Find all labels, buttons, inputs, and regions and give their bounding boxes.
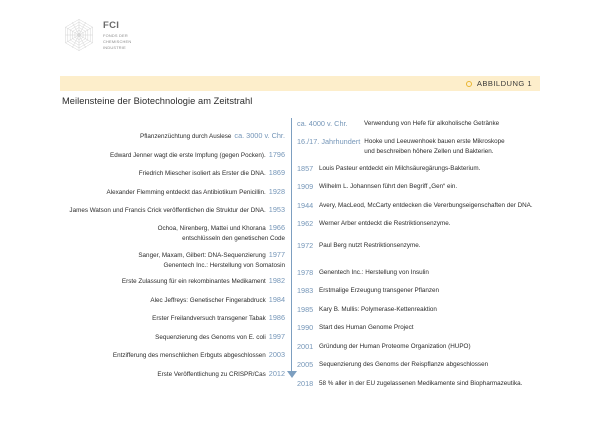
- timeline-entry-text: [319, 240, 421, 251]
- fci-subtitle-line-1: FONDS DER: [103, 32, 128, 38]
- timeline-entry-text: [319, 304, 437, 315]
- timeline-entry-date: 1953: [268, 205, 285, 214]
- timeline-entry-description: Wilhelm L. Johannsen führt den Begriff „Gen“ ein.: [319, 182, 458, 190]
- timeline-entry-right: [297, 118, 499, 129]
- timeline-entry-date: 1928: [268, 187, 285, 196]
- timeline-entry-left: [140, 130, 285, 142]
- timeline-entry-date: 1985: [297, 305, 314, 314]
- timeline-entry-left: [113, 349, 285, 361]
- timeline-entry-text: [319, 163, 480, 174]
- timeline-entry-left: [150, 294, 285, 306]
- timeline-entry-description: 58 % aller in der EU zugelassenen Medikamente sind Biopharmazeutika.: [319, 379, 523, 387]
- fci-subtitle-line-3: INDUSTRIE: [103, 44, 126, 50]
- timeline-entry-date: 1983: [297, 286, 314, 295]
- timeline-entry-description: Gründung der Human Proteome Organization (HUPO): [319, 342, 471, 350]
- timeline-entry-description: Sanger, Maxam, Gilbert: DNA-Sequenzierung: [138, 252, 266, 259]
- timeline-entry-right: [297, 304, 437, 315]
- timeline-entry-date: 1966: [268, 223, 285, 232]
- timeline-entry-right: [297, 359, 488, 370]
- timeline-entry-date: ca. 4000 v. Chr.: [297, 119, 348, 128]
- timeline-entry-left: [69, 204, 285, 216]
- timeline-entry-description: Genentech Inc.: Herstellung von Somatosin: [163, 261, 285, 269]
- timeline-entry-date: 1997: [268, 332, 285, 341]
- timeline-entry-left: [107, 186, 285, 198]
- circle-outline-icon: [466, 81, 472, 87]
- timeline-entry-date: 1984: [268, 295, 285, 304]
- timeline-entry-description: Alec Jeffreys: Genetischer Fingerabdruck: [150, 297, 266, 304]
- timeline-entry-left: [139, 167, 285, 179]
- timeline-entry-text: [319, 322, 414, 333]
- page-title: Meilensteine der Biotechnologie am Zeitstrahl: [62, 96, 253, 106]
- timeline-entry-description: Verwendung von Hefe für alkoholische Getränke: [364, 119, 500, 127]
- timeline-entry-date: 1990: [297, 323, 314, 332]
- timeline-entry-description: und beschreiben höhere Zellen und Bakterien.: [364, 147, 494, 155]
- timeline-entry-right: [297, 285, 439, 296]
- timeline-entry-date: 16./17. Jahrhundert: [297, 137, 361, 146]
- fci-subtitle-line-2: CHEMISCHEN: [103, 38, 132, 44]
- fci-logo-text: [103, 19, 131, 50]
- timeline-entry-text: [364, 136, 504, 156]
- timeline-entry-description: Genentech Inc.: Herstellung von Insulin: [319, 268, 429, 276]
- timeline-entry-text: [319, 181, 457, 192]
- timeline-entry-right: [297, 163, 480, 174]
- fci-acronym: FCI: [103, 20, 120, 32]
- timeline-entry-date: 2012: [268, 369, 285, 378]
- timeline-entry-date: 2001: [297, 342, 314, 351]
- timeline-entry-date: 1857: [297, 164, 314, 173]
- timeline-entry-description: Sequenzierung des Genoms der Reispflanze abgeschlossen: [319, 360, 489, 368]
- timeline-entry-left: [138, 249, 285, 271]
- timeline-entry-description: Pflanzenzüchtung durch Auslese: [140, 133, 232, 140]
- timeline-entry-text: [319, 200, 533, 211]
- timeline-entry-right: [297, 136, 505, 156]
- timeline-entry-right: [297, 218, 450, 229]
- hexagon-molecule-icon: [62, 18, 96, 52]
- timeline-entry-description: Ochoa, Nirenberg, Mattei und Khorana: [157, 225, 266, 232]
- timeline-container: [0, 112, 600, 388]
- timeline-entry-description: James Watson und Francis Crick veröffentlichen die Struktur der DNA.: [69, 207, 266, 214]
- timeline-entry-description: Erste Veröffentlichung zu CRISPR/Cas: [157, 371, 266, 378]
- timeline-entry-description: Erster Freilandversuch transgener Tabak: [152, 315, 266, 322]
- timeline-entry-description: Erste Zulassung für ein rekombinantes Medikament: [121, 278, 266, 285]
- timeline-entry-right: [297, 181, 457, 192]
- timeline-entry-left: [152, 312, 285, 324]
- timeline-entry-description: Sequenzierung des Genoms von E. coli: [155, 334, 266, 341]
- timeline-entry-date: 2003: [268, 350, 285, 359]
- timeline-entry-date: 1972: [297, 241, 314, 250]
- timeline-entry-description: Paul Berg nutzt Restriktionsenzyme.: [319, 241, 421, 249]
- timeline-axis: [291, 118, 292, 373]
- fci-logo: [62, 18, 131, 52]
- timeline-entry-right: [297, 267, 429, 278]
- timeline-entry-description: Alexander Flemming entdeckt das Antibiotikum Penicillin.: [106, 189, 266, 196]
- figure-label: ABBILDUNG 1: [476, 79, 532, 88]
- timeline-entry-date: 1909: [297, 182, 314, 191]
- timeline-entry-description: Start des Human Genome Project: [319, 323, 414, 331]
- timeline-entry-date: 1986: [268, 313, 285, 322]
- timeline-entry-description: Edward Jenner wagt die erste Impfung (gegen Pocken).: [110, 152, 266, 159]
- timeline-entry-date: 1944: [297, 201, 314, 210]
- timeline-entry-description: Avery, MacLeod, McCarty entdecken die Vererbungseigenschaften der DNA.: [319, 201, 533, 209]
- timeline-entry-description: Werner Arber entdeckt die Restriktionsenzyme.: [319, 219, 451, 227]
- timeline-entry-right: [297, 322, 414, 333]
- timeline-entry-date: ca. 3000 v. Chr.: [234, 131, 285, 140]
- timeline-entry-date: 1982: [268, 276, 285, 285]
- timeline-entry-right: [297, 200, 533, 211]
- figure-header-band: [60, 76, 540, 91]
- timeline-entry-left: [157, 368, 285, 380]
- timeline-entry-left: [122, 275, 285, 287]
- timeline-entry-date: 1978: [297, 268, 314, 277]
- timeline-entry-description: Kary B. Mullis: Polymerase-Kettenreaktion: [319, 305, 437, 313]
- timeline-entry-text: [319, 218, 450, 229]
- timeline-entry-date: 1977: [268, 250, 285, 259]
- timeline-entry-right: [297, 341, 471, 352]
- timeline-entry-date: 1962: [297, 219, 314, 228]
- timeline-entry-date: 2018: [297, 379, 314, 388]
- timeline-entry-description: Louis Pasteur entdeckt ein Milchsäuregärungs-Bakterium.: [319, 164, 481, 172]
- timeline-entry-description: Friedrich Miescher isoliert als Erster die DNA.: [138, 170, 266, 177]
- timeline-entry-text: [364, 118, 499, 129]
- timeline-entry-left: [110, 149, 285, 161]
- timeline-entry-date: 2005: [297, 360, 314, 369]
- timeline-entry-text: [319, 378, 522, 389]
- timeline-entry-description: Hooke und Leeuwenhoek bauen erste Mikroskope: [364, 137, 505, 145]
- timeline-entry-text: [319, 341, 471, 352]
- timeline-entry-right: [297, 378, 522, 389]
- timeline-entry-text: [319, 285, 439, 296]
- timeline-entry-description: entschlüsseln den genetischen Code: [182, 234, 285, 242]
- timeline-entry-date: 1796: [268, 150, 285, 159]
- timeline-arrow-icon: [287, 371, 297, 378]
- timeline-entry-date: 1869: [268, 168, 285, 177]
- timeline-entry-text: [319, 359, 488, 370]
- timeline-entry-left: [158, 222, 285, 244]
- timeline-entry-description: Erstmalige Erzeugung transgener Pflanzen: [319, 286, 440, 294]
- timeline-entry-description: Entzifferung des menschlichen Erbguts abgeschlossen: [112, 352, 266, 359]
- timeline-entry-right: [297, 240, 421, 251]
- timeline-entry-left: [155, 331, 285, 343]
- timeline-entry-text: [319, 267, 429, 278]
